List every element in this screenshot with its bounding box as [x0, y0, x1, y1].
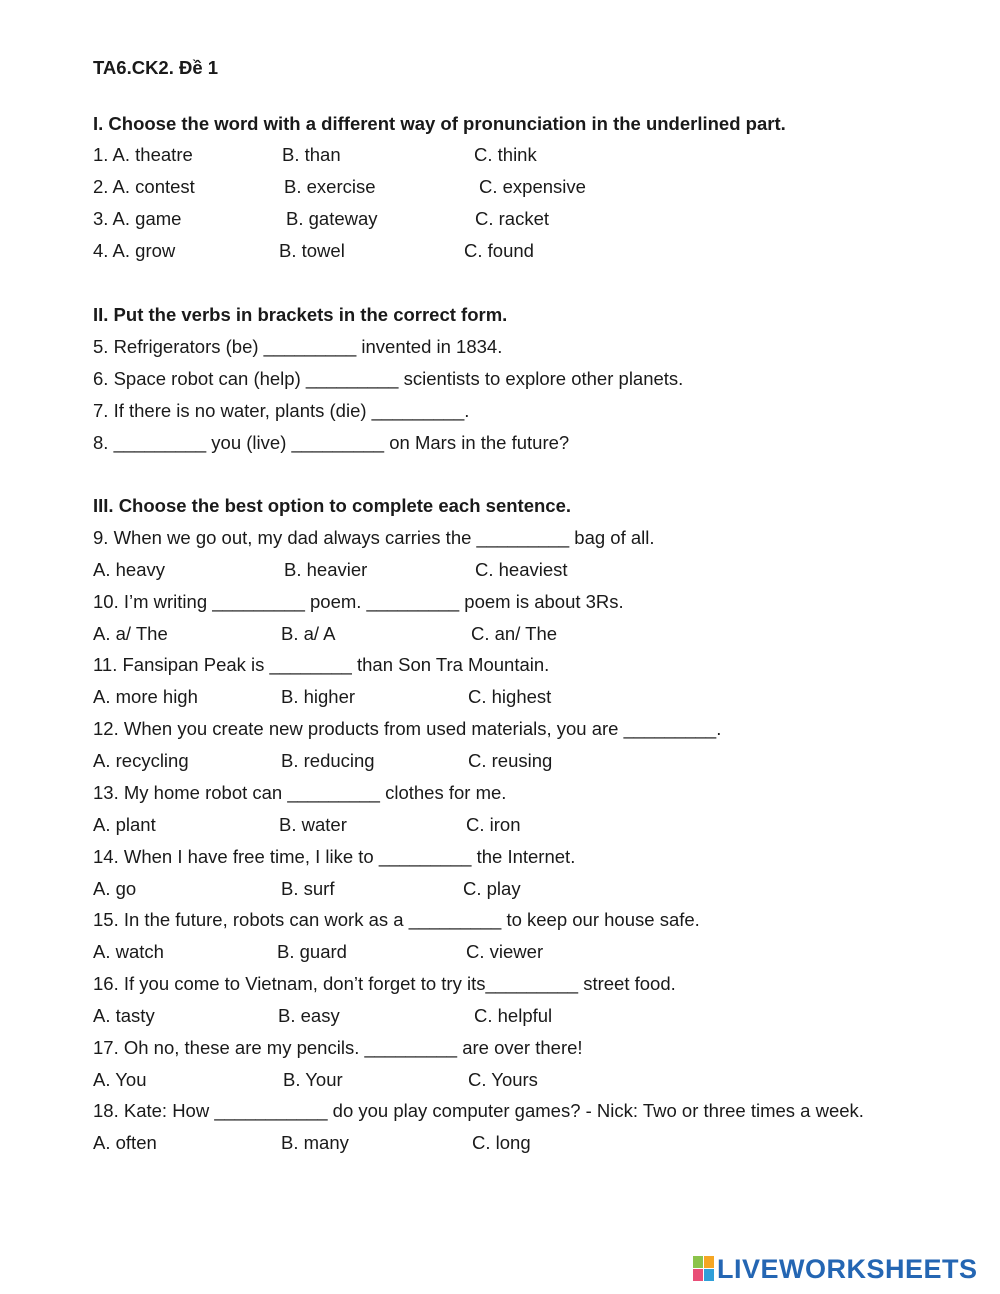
question-16-option-b[interactable]: B. easy	[278, 1005, 340, 1026]
question-12-option-b[interactable]: B. reducing	[281, 750, 375, 771]
question-14-option-c[interactable]: C. play	[463, 878, 521, 899]
question-3-option-a[interactable]: 3. A. game	[93, 208, 182, 229]
question-2-option-a[interactable]: 2. A. contest	[93, 176, 195, 197]
question-3-option-c[interactable]: C. racket	[475, 208, 550, 229]
question-18-option-a[interactable]: A. often	[93, 1132, 157, 1153]
question-16-text: 16. If you come to Vietnam, don’t forget to try its_________ street food.	[93, 973, 676, 994]
question-13-option-a[interactable]: A. plant	[93, 814, 156, 835]
question-4-option-a[interactable]: 4. A. grow	[93, 240, 176, 261]
question-4-option-b[interactable]: B. towel	[279, 240, 345, 261]
question-17-option-b[interactable]: B. Your	[283, 1069, 343, 1090]
question-1-option-a[interactable]: 1. A. theatre	[93, 144, 193, 165]
section-3-heading: III. Choose the best option to complete each sentence.	[93, 495, 572, 516]
question-13-text: 13. My home robot can _________ clothes for me.	[93, 782, 507, 803]
question-13-option-c[interactable]: C. iron	[466, 814, 521, 835]
question-17-option-a[interactable]: A. You	[93, 1069, 147, 1090]
question-10-option-b[interactable]: B. a/ A	[281, 623, 336, 644]
liveworksheets-logo[interactable]	[693, 1254, 978, 1284]
question-18-text: 18. Kate: How ___________ do you play computer games? - Nick: Two or three times a week.	[93, 1100, 864, 1121]
question-10-option-c[interactable]: C. an/ The	[471, 623, 558, 644]
question-4-option-c[interactable]: C. found	[464, 240, 534, 261]
section-2-heading: II. Put the verbs in brackets in the correct form.	[93, 304, 508, 325]
liveworksheets-logo-icon	[693, 1256, 715, 1282]
question-15-option-c[interactable]: C. viewer	[466, 941, 544, 962]
question-16-option-a[interactable]: A. tasty	[93, 1005, 155, 1026]
question-11-option-b[interactable]: B. higher	[281, 686, 356, 707]
question-11-option-a[interactable]: A. more high	[93, 686, 198, 707]
question-3-option-b[interactable]: B. gateway	[286, 208, 378, 229]
question-14-option-a[interactable]: A. go	[93, 878, 137, 899]
question-11-option-c[interactable]: C. highest	[468, 686, 552, 707]
question-18-option-b[interactable]: B. many	[281, 1132, 349, 1153]
question-7[interactable]: 7. If there is no water, plants (die) _________.	[93, 400, 470, 421]
question-9-option-a[interactable]: A. heavy	[93, 559, 165, 580]
question-9-option-c[interactable]: C. heaviest	[475, 559, 568, 580]
question-6[interactable]: 6. Space robot can (help) _________ scientists to explore other planets.	[93, 368, 684, 389]
question-1-option-c[interactable]: C. think	[474, 144, 537, 165]
question-15-text: 15. In the future, robots can work as a _________ to keep our house safe.	[93, 909, 700, 930]
question-2-option-b[interactable]: B. exercise	[284, 176, 376, 197]
question-1-option-b[interactable]: B. than	[282, 144, 341, 165]
question-12-option-a[interactable]: A. recycling	[93, 750, 189, 771]
question-15-option-b[interactable]: B. guard	[277, 941, 347, 962]
question-17-option-c[interactable]: C. Yours	[468, 1069, 538, 1090]
question-15-option-a[interactable]: A. watch	[93, 941, 164, 962]
question-18-option-c[interactable]: C. long	[472, 1132, 531, 1153]
question-13-option-b[interactable]: B. water	[279, 814, 347, 835]
question-12-text: 12. When you create new products from used materials, you are _________.	[93, 718, 722, 739]
question-2-option-c[interactable]: C. expensive	[479, 176, 586, 197]
question-16-option-c[interactable]: C. helpful	[474, 1005, 553, 1026]
question-10-text: 10. I’m writing _________ poem. _________ poem is about 3Rs.	[93, 591, 624, 612]
question-14-text: 14. When I have free time, I like to _________ the Internet.	[93, 846, 576, 867]
question-9-option-b[interactable]: B. heavier	[284, 559, 368, 580]
section-1-heading: I. Choose the word with a different way of pronunciation in the underlined part.	[93, 113, 786, 134]
question-8[interactable]: 8. _________ you (live) _________ on Mars in the future?	[93, 432, 570, 453]
question-10-option-a[interactable]: A. a/ The	[93, 623, 168, 644]
question-5[interactable]: 5. Refrigerators (be) _________ invented in 1834.	[93, 336, 503, 357]
question-9-text: 9. When we go out, my dad always carries the _________ bag of all.	[93, 527, 655, 548]
question-14-option-b[interactable]: B. surf	[281, 878, 335, 899]
page-title: TA6.CK2. Đề 1	[93, 57, 219, 78]
question-17-text: 17. Oh no, these are my pencils. _________ are over there!	[93, 1037, 583, 1058]
question-11-text: 11. Fansipan Peak is ________ than Son Tra Mountain.	[93, 654, 550, 675]
question-12-option-c[interactable]: C. reusing	[468, 750, 553, 771]
liveworksheets-logo-text: LIVEWORKSHEETS	[717, 1253, 978, 1284]
